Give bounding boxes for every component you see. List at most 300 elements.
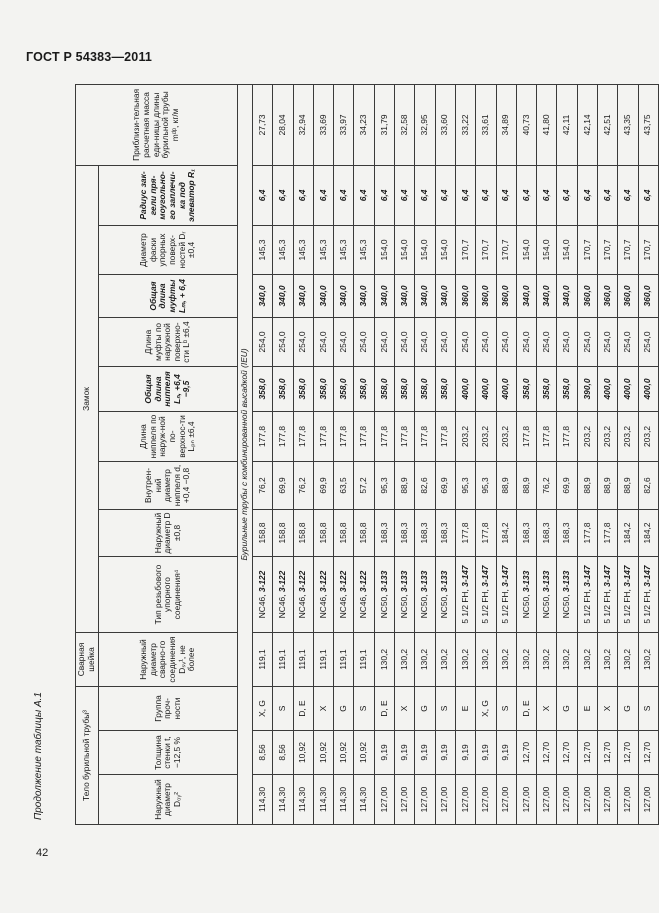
cell-r1: 6,4 — [334, 165, 354, 225]
table-row — [638, 84, 658, 824]
cell-grade: G — [334, 687, 354, 731]
cell-lpn: 177,8 — [273, 412, 293, 462]
cell-r1: 6,4 — [516, 165, 536, 225]
cell-lm: 360,0 — [638, 275, 658, 318]
cell-od: 127,00 — [577, 775, 597, 825]
cell-conn — [293, 557, 313, 633]
cell-d_id: 88,9 — [618, 462, 638, 510]
cell-weld: 119,1 — [354, 633, 374, 687]
cell-ln: 400,0 — [618, 367, 638, 412]
conn-gost-code: 3-122 — [358, 570, 369, 593]
conn-type: NC50, — [439, 594, 450, 619]
cell-wall: 12,70 — [557, 731, 577, 775]
cell-d_id: 69,9 — [435, 462, 455, 510]
cell-d_od: 168,3 — [557, 510, 577, 557]
cell-lpn: 177,8 — [415, 412, 435, 462]
cell-ln: 400,0 — [476, 367, 496, 412]
table-row — [374, 84, 394, 824]
conn-gost-code: 3-133 — [520, 570, 531, 593]
cell-conn — [374, 557, 394, 633]
cell-grade: X — [598, 687, 618, 731]
table-row — [598, 84, 618, 824]
cell-lm: 340,0 — [334, 275, 354, 318]
cell-lm: 340,0 — [435, 275, 455, 318]
cell-wall: 12,70 — [638, 731, 658, 775]
cell-od: 127,00 — [638, 775, 658, 825]
cell-d_id: 88,9 — [496, 462, 516, 510]
cell-dr: 170,7 — [455, 226, 475, 275]
cell-weld: 119,1 — [273, 633, 293, 687]
cell-d_od: 177,8 — [598, 510, 618, 557]
conn-type: 5 1/2 FH, — [601, 589, 612, 624]
cell-lpn: 177,8 — [395, 412, 415, 462]
cell-d_od: 168,3 — [415, 510, 435, 557]
cell-d_id: 95,3 — [476, 462, 496, 510]
cell-lpn: 177,8 — [313, 412, 333, 462]
cell-od: 127,00 — [374, 775, 394, 825]
table-row — [577, 84, 597, 824]
table-row — [354, 84, 374, 824]
conn-gost-code: 3-133 — [378, 570, 389, 593]
cell-r1: 6,4 — [476, 165, 496, 225]
cell-mass: 32,94 — [293, 84, 313, 165]
cell-mass: 42,14 — [577, 84, 597, 165]
conn-gost-code: 3-147 — [601, 565, 612, 587]
rotated-table-stage — [75, 85, 653, 825]
header-bevel-diameter: Диаметр фаски упорных поверх-ностей Dᵣ ±0,4 — [99, 226, 238, 275]
cell-lb: 254,0 — [455, 318, 475, 367]
cell-lpn: 203,2 — [577, 412, 597, 462]
cell-wall: 8,56 — [253, 731, 273, 775]
conn-gost-code: 3-133 — [561, 570, 572, 593]
cell-d_od: 158,8 — [354, 510, 374, 557]
cell-wall: 9,19 — [395, 731, 415, 775]
conn-gost-code: 3-147 — [581, 565, 592, 587]
cell-r1: 6,4 — [435, 165, 455, 225]
cell-mass: 34,89 — [496, 84, 516, 165]
conn-gost-code: 3-133 — [398, 570, 409, 593]
cell-r1: 6,4 — [598, 165, 618, 225]
cell-lpn: 177,8 — [516, 412, 536, 462]
cell-grade: S — [638, 687, 658, 731]
cell-od: 127,00 — [598, 775, 618, 825]
cell-conn — [253, 557, 273, 633]
cell-lb: 254,0 — [253, 318, 273, 367]
cell-mass: 33,60 — [435, 84, 455, 165]
table-row — [557, 84, 577, 824]
cell-grade: X — [313, 687, 333, 731]
cell-dr: 154,0 — [557, 226, 577, 275]
cell-grade: G — [415, 687, 435, 731]
cell-conn — [476, 557, 496, 633]
table-row — [334, 84, 354, 824]
cell-dr: 154,0 — [374, 226, 394, 275]
conn-type: NC50, — [378, 594, 389, 619]
conn-type: NC46, — [358, 594, 369, 619]
cell-ln: 358,0 — [293, 367, 313, 412]
cell-lb: 254,0 — [476, 318, 496, 367]
cell-dr: 170,7 — [476, 226, 496, 275]
cell-d_od: 177,8 — [476, 510, 496, 557]
cell-wall: 10,92 — [354, 731, 374, 775]
cell-conn — [354, 557, 374, 633]
cell-ln: 358,0 — [516, 367, 536, 412]
cell-dr: 170,7 — [598, 226, 618, 275]
cell-d_id: 95,3 — [374, 462, 394, 510]
cell-lpn: 177,8 — [374, 412, 394, 462]
cell-od: 127,00 — [435, 775, 455, 825]
cell-lb: 254,0 — [516, 318, 536, 367]
cell-mass: 28,04 — [273, 84, 293, 165]
cell-lpn: 203,2 — [638, 412, 658, 462]
cell-mass: 33,61 — [476, 84, 496, 165]
conn-gost-code: 3-147 — [500, 565, 511, 587]
cell-dr: 145,3 — [253, 226, 273, 275]
cell-d_id: 69,9 — [557, 462, 577, 510]
cell-weld: 119,1 — [313, 633, 333, 687]
cell-lm: 340,0 — [374, 275, 394, 318]
cell-d_id: 88,9 — [516, 462, 536, 510]
conn-gost-code: 3-147 — [480, 565, 491, 587]
cell-ln: 400,0 — [598, 367, 618, 412]
cell-od: 127,00 — [415, 775, 435, 825]
cell-od: 114,30 — [253, 775, 273, 825]
cell-od: 127,00 — [516, 775, 536, 825]
cell-r1: 6,4 — [374, 165, 394, 225]
cell-dr: 145,3 — [293, 226, 313, 275]
cell-d_id: 88,9 — [577, 462, 597, 510]
cell-lb: 254,0 — [374, 318, 394, 367]
standard-title: ГОСТ Р 54383—2011 — [26, 50, 153, 64]
cell-lb: 254,0 — [313, 318, 333, 367]
cell-r1: 6,4 — [618, 165, 638, 225]
cell-dr: 154,0 — [395, 226, 415, 275]
cell-ln: 358,0 — [273, 367, 293, 412]
cell-grade: S — [273, 687, 293, 731]
cell-wall: 12,70 — [618, 731, 638, 775]
cell-lpn: 177,8 — [435, 412, 455, 462]
cell-grade: D, E — [293, 687, 313, 731]
table-row — [313, 84, 333, 824]
cell-conn — [455, 557, 475, 633]
conn-type: NC50, — [520, 594, 531, 619]
cell-lb: 254,0 — [577, 318, 597, 367]
cell-lpn: 177,8 — [334, 412, 354, 462]
cell-r1: 6,4 — [537, 165, 557, 225]
cell-lpn: 203,2 — [618, 412, 638, 462]
cell-lb: 254,0 — [415, 318, 435, 367]
header-od: Наружный диаметр D₀ᵧ² — [99, 775, 238, 825]
cell-dr: 170,7 — [577, 226, 597, 275]
cell-lm: 360,0 — [577, 275, 597, 318]
cell-weld: 130,2 — [476, 633, 496, 687]
cell-d_od: 158,8 — [253, 510, 273, 557]
cell-conn — [516, 557, 536, 633]
cell-grade: D, E — [516, 687, 536, 731]
cell-r1: 6,4 — [557, 165, 577, 225]
table-row — [415, 84, 435, 824]
cell-lb: 254,0 — [273, 318, 293, 367]
cell-wall: 9,19 — [435, 731, 455, 775]
cell-mass: 41,80 — [537, 84, 557, 165]
header-grade: Группа проч-ности — [99, 687, 238, 731]
cell-lm: 360,0 — [618, 275, 638, 318]
cell-lm: 340,0 — [354, 275, 374, 318]
cell-conn — [598, 557, 618, 633]
cell-conn — [334, 557, 354, 633]
cell-od: 127,00 — [557, 775, 577, 825]
cell-od: 127,00 — [618, 775, 638, 825]
conn-gost-code: 3-122 — [256, 570, 267, 593]
cell-d_od: 168,3 — [395, 510, 415, 557]
cell-wall: 12,70 — [516, 731, 536, 775]
cell-r1: 6,4 — [395, 165, 415, 225]
cell-r1: 6,4 — [273, 165, 293, 225]
cell-mass: 42,51 — [598, 84, 618, 165]
cell-d_od: 158,8 — [293, 510, 313, 557]
cell-dr: 154,0 — [415, 226, 435, 275]
conn-gost-code: 3-133 — [439, 570, 450, 593]
cell-weld: 119,1 — [253, 633, 273, 687]
cell-wall: 9,19 — [476, 731, 496, 775]
cell-ln: 358,0 — [253, 367, 273, 412]
cell-ln: 400,0 — [638, 367, 658, 412]
cell-grade: D, E — [374, 687, 394, 731]
cell-od: 127,00 — [496, 775, 516, 825]
header-box-total-length: Общая длина муфты Lₘ, + 6,4 — [99, 275, 238, 318]
cell-wall: 10,92 — [334, 731, 354, 775]
cell-weld: 130,2 — [435, 633, 455, 687]
header-group-lock: Замок — [76, 165, 99, 632]
conn-type: NC46, — [338, 594, 348, 619]
cell-weld: 119,1 — [293, 633, 313, 687]
cell-od: 114,30 — [354, 775, 374, 825]
cell-d_od: 184,2 — [618, 510, 638, 557]
cell-d_od: 158,8 — [313, 510, 333, 557]
cell-lb: 254,0 — [293, 318, 313, 367]
cell-dr: 145,3 — [313, 226, 333, 275]
cell-d_od: 168,3 — [435, 510, 455, 557]
cell-d_od: 168,3 — [537, 510, 557, 557]
cell-r1: 6,4 — [253, 165, 273, 225]
cell-dr: 154,0 — [537, 226, 557, 275]
cell-od: 127,00 — [537, 775, 557, 825]
cell-weld: 130,2 — [374, 633, 394, 687]
cell-lb: 254,0 — [618, 318, 638, 367]
table-row — [476, 84, 496, 824]
cell-ln: 358,0 — [415, 367, 435, 412]
cell-dr: 170,7 — [638, 226, 658, 275]
cell-d_od: 168,3 — [374, 510, 394, 557]
cell-dr: 170,7 — [496, 226, 516, 275]
cell-ln: 358,0 — [537, 367, 557, 412]
drill-pipe-table — [75, 84, 659, 825]
cell-d_id: 63,5 — [334, 462, 354, 510]
page-number: 42 — [36, 847, 49, 859]
cell-conn — [577, 557, 597, 633]
cell-grade: S — [435, 687, 455, 731]
cell-lb: 254,0 — [638, 318, 658, 367]
cell-conn — [557, 557, 577, 633]
cell-lpn: 177,8 — [253, 412, 273, 462]
cell-grade: E — [455, 687, 475, 731]
table-row — [455, 84, 475, 824]
cell-dr: 145,3 — [354, 226, 374, 275]
cell-ln: 358,0 — [354, 367, 374, 412]
conn-type: 5 1/2 FH, — [581, 589, 592, 624]
cell-ln: 358,0 — [334, 367, 354, 412]
conn-type: 5 1/2 FH, — [480, 589, 491, 624]
cell-d_id: 95,3 — [455, 462, 475, 510]
cell-mass: 34,23 — [354, 84, 374, 165]
cell-lpn: 177,8 — [293, 412, 313, 462]
cell-lpn: 177,8 — [537, 412, 557, 462]
header-wall: Толщина стенки t, −12,5 % — [99, 731, 238, 775]
cell-weld: 130,2 — [537, 633, 557, 687]
cell-lm: 360,0 — [496, 275, 516, 318]
cell-weld: 130,2 — [516, 633, 536, 687]
cell-ln: 390,0 — [577, 367, 597, 412]
table-row — [435, 84, 455, 824]
cell-grade: E — [577, 687, 597, 731]
conn-type: NC50, — [419, 594, 430, 619]
conn-gost-code: 3-133 — [419, 570, 430, 593]
cell-mass: 27,73 — [253, 84, 273, 165]
cell-wall: 12,70 — [537, 731, 557, 775]
cell-weld: 130,2 — [557, 633, 577, 687]
cell-weld: 130,2 — [395, 633, 415, 687]
cell-ln: 400,0 — [455, 367, 475, 412]
cell-lm: 340,0 — [537, 275, 557, 318]
cell-weld: 130,2 — [598, 633, 618, 687]
cell-lb: 254,0 — [354, 318, 374, 367]
table-row — [516, 84, 536, 824]
cell-grade: S — [354, 687, 374, 731]
cell-d_id: 82,6 — [638, 462, 658, 510]
cell-wall: 9,19 — [455, 731, 475, 775]
cell-r1: 6,4 — [638, 165, 658, 225]
cell-d_id: 88,9 — [598, 462, 618, 510]
conn-type: 5 1/2 FH, — [642, 589, 653, 624]
conn-gost-code: 3-147 — [642, 565, 653, 587]
cell-lm: 340,0 — [516, 275, 536, 318]
cell-r1: 6,4 — [496, 165, 516, 225]
cell-lb: 254,0 — [537, 318, 557, 367]
cell-d_id: 57,2 — [354, 462, 374, 510]
header-mass: Приблизи-тельная расчетная масса еди-ницы длины бурильной трубы mᵈᵖ, кг/м — [76, 84, 238, 165]
cell-d_od: 184,2 — [496, 510, 516, 557]
cell-lb: 254,0 — [496, 318, 516, 367]
cell-mass: 43,35 — [618, 84, 638, 165]
table-row — [395, 84, 415, 824]
cell-weld: 130,2 — [496, 633, 516, 687]
conn-type: 5 1/2 FH, — [500, 589, 511, 624]
header-pin-id: Внутрен-ний диаметр ниппеля d, +0,4 −0,8 — [99, 462, 238, 510]
cell-wall: 8,56 — [273, 731, 293, 775]
header-weld-od: Наружный диаметр сварно-го соединения Dₛᵥ¹, не более — [99, 633, 238, 687]
cell-lm: 340,0 — [273, 275, 293, 318]
cell-od: 114,30 — [334, 775, 354, 825]
conn-type: 5 1/2 FH, — [622, 589, 633, 624]
cell-wall: 12,70 — [577, 731, 597, 775]
cell-lpn: 203,2 — [476, 412, 496, 462]
cell-wall: 9,19 — [374, 731, 394, 775]
cell-lpn: 203,2 — [598, 412, 618, 462]
cell-d_od: 158,8 — [334, 510, 354, 557]
cell-d_id: 76,2 — [537, 462, 557, 510]
conn-gost-code: 3-122 — [277, 570, 288, 593]
cell-dr: 154,0 — [516, 226, 536, 275]
cell-dr: 145,3 — [334, 226, 354, 275]
cell-grade: X, G — [253, 687, 273, 731]
conn-type: NC50, — [561, 594, 572, 619]
conn-type: NC46, — [297, 594, 308, 619]
cell-dr: 154,0 — [435, 226, 455, 275]
table-row — [273, 84, 293, 824]
cell-d_id: 76,2 — [293, 462, 313, 510]
cell-conn — [395, 557, 415, 633]
conn-gost-code: 3-122 — [317, 570, 328, 593]
cell-lpn: 177,8 — [557, 412, 577, 462]
cell-lb: 254,0 — [334, 318, 354, 367]
header-group-body: Тело бурильной трубы³ — [76, 687, 99, 825]
cell-weld: 130,2 — [415, 633, 435, 687]
cell-r1: 6,4 — [455, 165, 475, 225]
cell-od: 114,30 — [293, 775, 313, 825]
cell-wall: 9,19 — [496, 731, 516, 775]
conn-type: NC46, — [256, 594, 267, 619]
cell-d_od: 168,3 — [516, 510, 536, 557]
cell-ln: 358,0 — [435, 367, 455, 412]
cell-lm: 340,0 — [313, 275, 333, 318]
cell-ln: 358,0 — [313, 367, 333, 412]
cell-lm: 340,0 — [557, 275, 577, 318]
cell-mass: 43,75 — [638, 84, 658, 165]
cell-dr: 170,7 — [618, 226, 638, 275]
cell-grade: G — [618, 687, 638, 731]
cell-lm: 360,0 — [598, 275, 618, 318]
cell-conn — [313, 557, 333, 633]
cell-lb: 254,0 — [557, 318, 577, 367]
cell-d_id: 88,9 — [395, 462, 415, 510]
conn-gost-code: 3-122 — [338, 570, 348, 593]
cell-wall: 10,92 — [293, 731, 313, 775]
section-label: Бурильные трубы с комбинированной высадкой (IEU) — [238, 84, 253, 824]
cell-d_id: 82,6 — [415, 462, 435, 510]
cell-lm: 360,0 — [455, 275, 475, 318]
cell-od: 127,00 — [395, 775, 415, 825]
cell-lm: 340,0 — [293, 275, 313, 318]
cell-lm: 360,0 — [476, 275, 496, 318]
header-elevator-radius: Радиус зак-гели пря-моугольно-го заплечи-ка под элеватор R₁ — [99, 165, 238, 225]
cell-lm: 340,0 — [415, 275, 435, 318]
cell-conn — [618, 557, 638, 633]
cell-grade: S — [496, 687, 516, 731]
cell-mass: 31,79 — [374, 84, 394, 165]
cell-grade: X — [395, 687, 415, 731]
cell-weld: 130,2 — [577, 633, 597, 687]
cell-weld: 130,2 — [618, 633, 638, 687]
cell-mass: 40,73 — [516, 84, 536, 165]
cell-lpn: 203,2 — [455, 412, 475, 462]
cell-wall: 12,70 — [598, 731, 618, 775]
conn-gost-code: 3-133 — [540, 570, 551, 593]
cell-mass: 33,97 — [334, 84, 354, 165]
cell-lpn: 203,2 — [496, 412, 516, 462]
cell-od: 114,30 — [273, 775, 293, 825]
cell-conn — [415, 557, 435, 633]
cell-conn — [435, 557, 455, 633]
